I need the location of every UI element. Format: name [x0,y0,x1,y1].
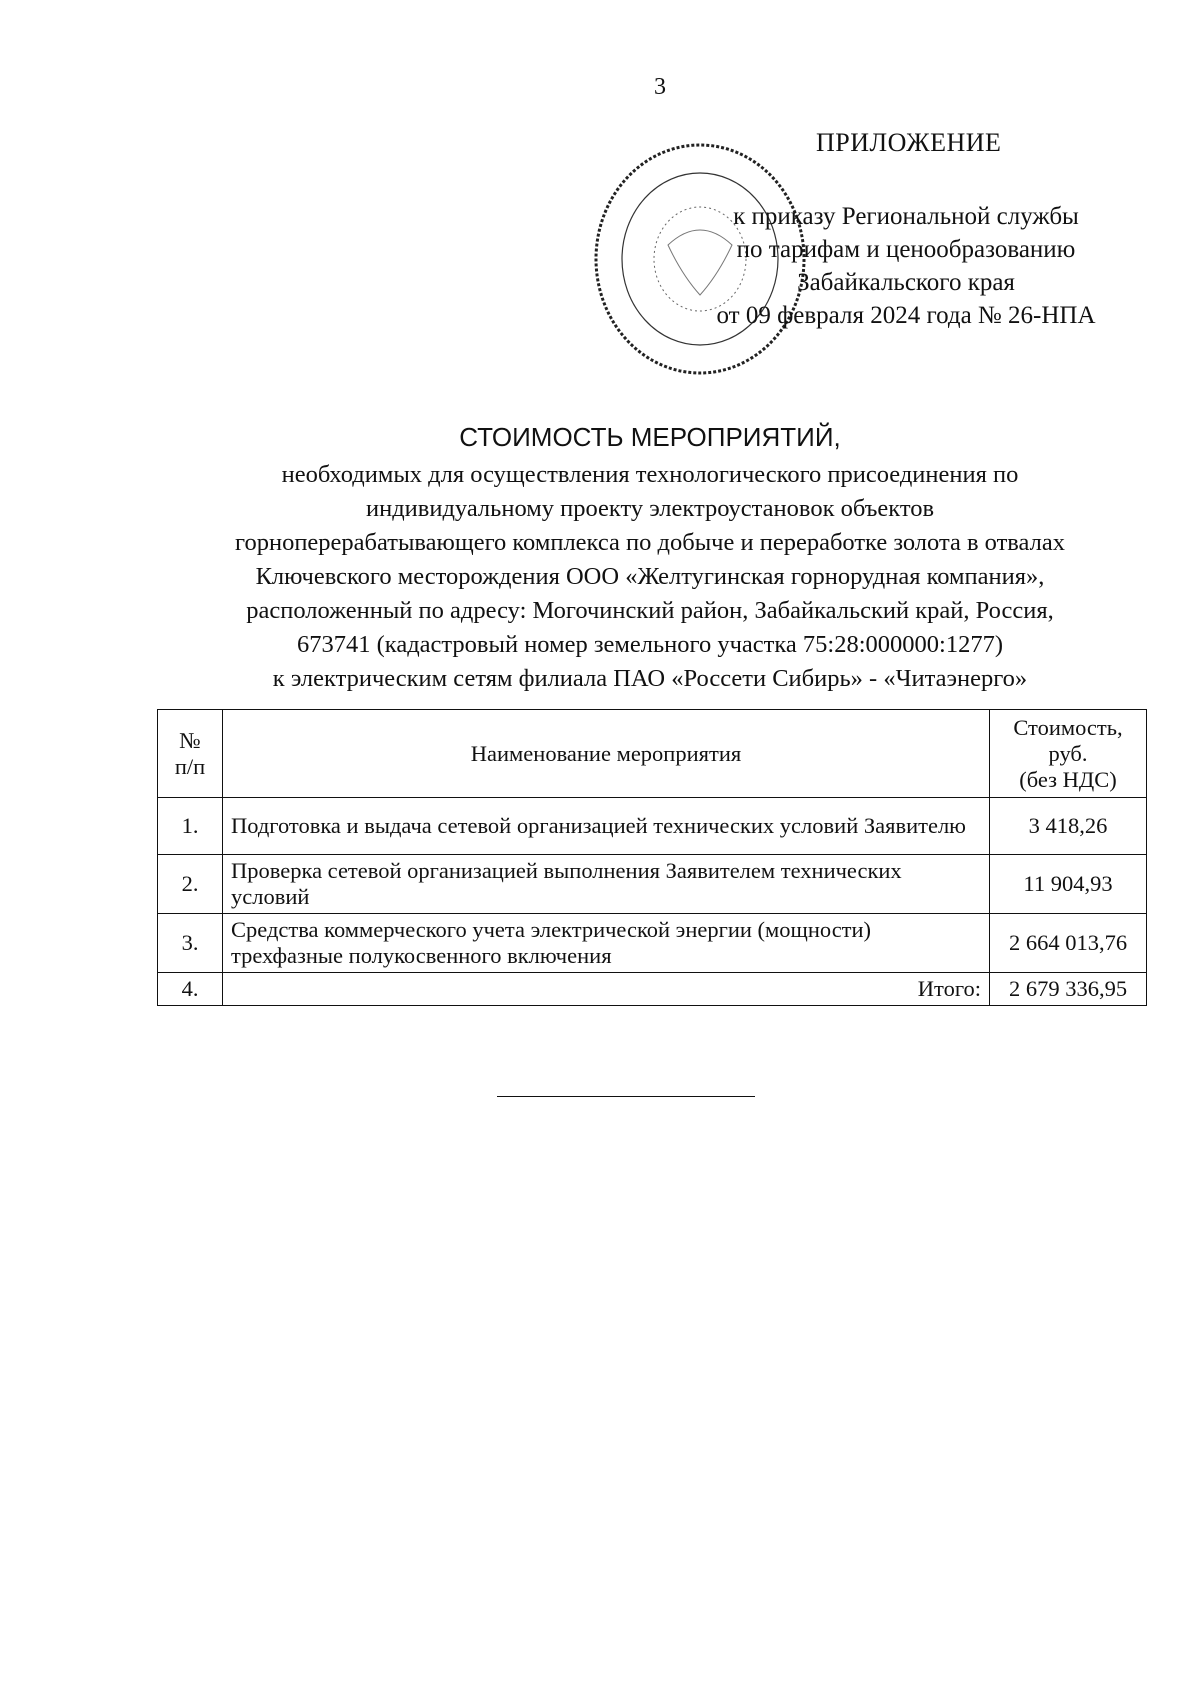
header-number: № п/п [158,710,223,798]
row-name: Средства коммерческого учета электрической энергии (мощности) трехфазные полукосвенного включения [223,914,990,973]
row-number: 1. [158,798,223,855]
document-subheading [140,458,1160,696]
row-cost: 11 904,93 [990,855,1147,914]
subheading-line: к электрическим сетям филиала ПАО «Россети Сибирь» - «Читаэнерго» [272,665,1028,692]
row-cost: 3 418,26 [990,798,1147,855]
document-heading: СТОИМОСТЬ МЕРОПРИЯТИЙ, [459,422,841,452]
table-row [158,798,1147,855]
row-name: Подготовка и выдача сетевой организацией технических условий Заявителю [223,798,990,855]
appendix-line: от 09 февраля 2024 года № 26-НПА [716,302,1096,329]
table-row [158,914,1147,973]
table-row [158,855,1147,914]
appendix-line: по тарифам и ценообразованию [736,236,1076,263]
subheading-line: 673741 (кадастровый номер земельного участка 75:28:000000:1277) [297,631,1003,658]
row-number: 2. [158,855,223,914]
subheading-line: горноперерабатывающего комплекса по добыче и переработке золота в отвалах [235,529,1065,556]
table-header-row [158,710,1147,798]
row-number: 3. [158,914,223,973]
table-total-row [158,973,1147,1006]
row-cost: 2 664 013,76 [990,914,1147,973]
header-name: Наименование мероприятия [223,710,990,798]
cost-table [157,709,1147,1006]
total-number: 4. [158,973,223,1006]
header-cost: Стоимость, руб. (без НДС) [990,710,1147,798]
subheading-line: расположенный по адресу: Могочинский район, Забайкальский край, Россия, [246,597,1054,624]
appendix-line: Забайкальского края [797,269,1015,296]
subheading-line: необходимых для осуществления технологического присоединения по [281,461,1019,488]
subheading-line: Ключевского месторождения ООО «Желтугинская горнорудная компания», [255,563,1045,590]
end-divider [497,1096,755,1097]
total-label: Итого: [223,973,990,1006]
appendix-reference [676,200,1136,332]
row-name: Проверка сетевой организацией выполнения Заявителем технических условий [223,855,990,914]
total-cost: 2 679 336,95 [990,973,1147,1006]
subheading-line: индивидуальному проекту электроустановок объектов [365,495,935,522]
appendix-title: ПРИЛОЖЕНИЕ [816,128,1002,157]
appendix-line: к приказу Региональной службы [733,203,1079,230]
page-number: 3 [654,74,666,100]
